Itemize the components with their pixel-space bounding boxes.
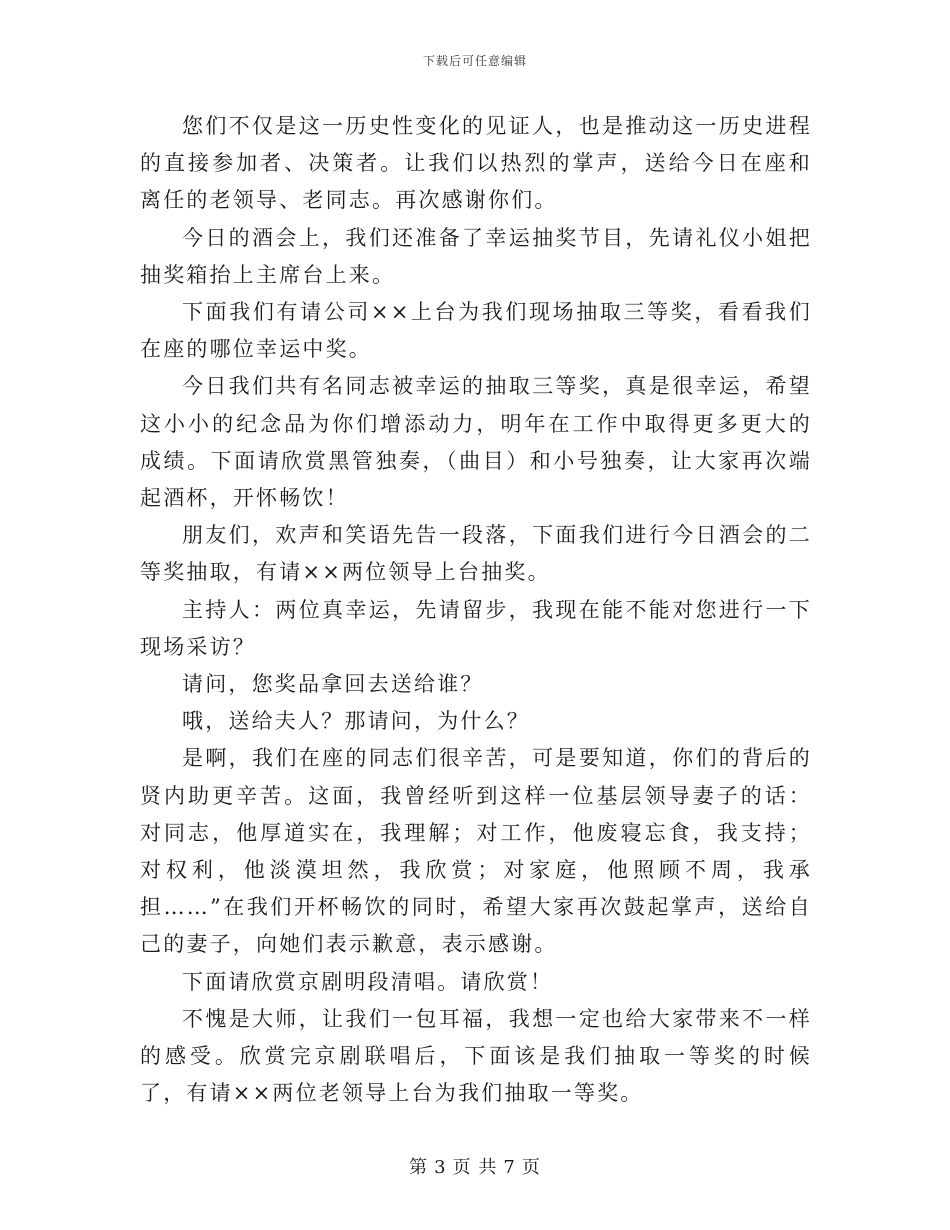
paragraph: 下面我们有请公司××上台为我们现场抽取三等奖，看看我们在座的哪位幸运中奖。 xyxy=(140,300,812,362)
paragraph: 今日我们共有名同志被幸运的抽取三等奖，真是很幸运，希望这小小的纪念品为你们增添动力，明年在工作中取得更多更大的成绩。下面请欣赏黑管独奏，（曲目）和小号独奏，让大家再次端起酒杯，开怀畅饮！ xyxy=(140,374,812,511)
paragraph: 您们不仅是这一历史性变化的见证人，也是推动这一历史进程的直接参加者、决策者。让我们以热烈的掌声，送给今日在座和离任的老领导、老同志。再次感谢你们。 xyxy=(140,114,812,213)
paragraph: 今日的酒会上，我们还准备了幸运抽奖节目，先请礼仪小姐把抽奖箱抬上主席台上来。 xyxy=(140,225,812,287)
paragraph: 下面请欣赏京剧明段清唱。请欣赏！ xyxy=(182,969,554,994)
current-page-number: 3 xyxy=(434,1157,447,1178)
footer-suffix: 页 xyxy=(521,1157,541,1178)
page-header: 下载后可任意编辑 xyxy=(422,54,527,68)
paragraph: 是啊，我们在座的同志们很辛苦，可是要知道，你们的背后的贤内助更辛苦。这面，我曾经听到这样一位基层领导妻子的话：对同志，他厚道实在，我理解；对工作，他废寝忘食，我支持；对权利，他淡漠坦然，我欣赏；对家庭，他照顾不周，我承担……”在我们开杯畅饮的同时，希望大家再次鼓起掌声，送给自己的妻子，向她们表示歉意，表示感谢。 xyxy=(140,746,812,957)
paragraph: 请问，您奖品拿回去送给谁？ xyxy=(182,672,484,697)
paragraph: 朋友们，欢声和笑语先告一段落，下面我们进行今日酒会的二等奖抽取，有请××两位领导上台抽奖。 xyxy=(140,523,812,585)
document-body xyxy=(140,108,812,1112)
paragraph: 主持人：两位真幸运，先请留步，我现在能不能对您进行一下现场采访？ xyxy=(140,597,812,659)
footer-prefix: 第 xyxy=(409,1157,429,1178)
footer-middle: 页 共 xyxy=(452,1157,498,1178)
total-pages-number: 7 xyxy=(503,1157,516,1178)
paragraph: 不愧是大师，让我们一包耳福，我想一定也给大家带来不一样的感受。欣赏完京剧联唱后，下面该是我们抽取一等奖的时候了，有请××两位老领导上台为我们抽取一等奖。 xyxy=(140,1006,812,1106)
paragraph: 哦，送给夫人？那请问，为什么？ xyxy=(182,709,530,734)
page-footer xyxy=(0,1153,950,1179)
